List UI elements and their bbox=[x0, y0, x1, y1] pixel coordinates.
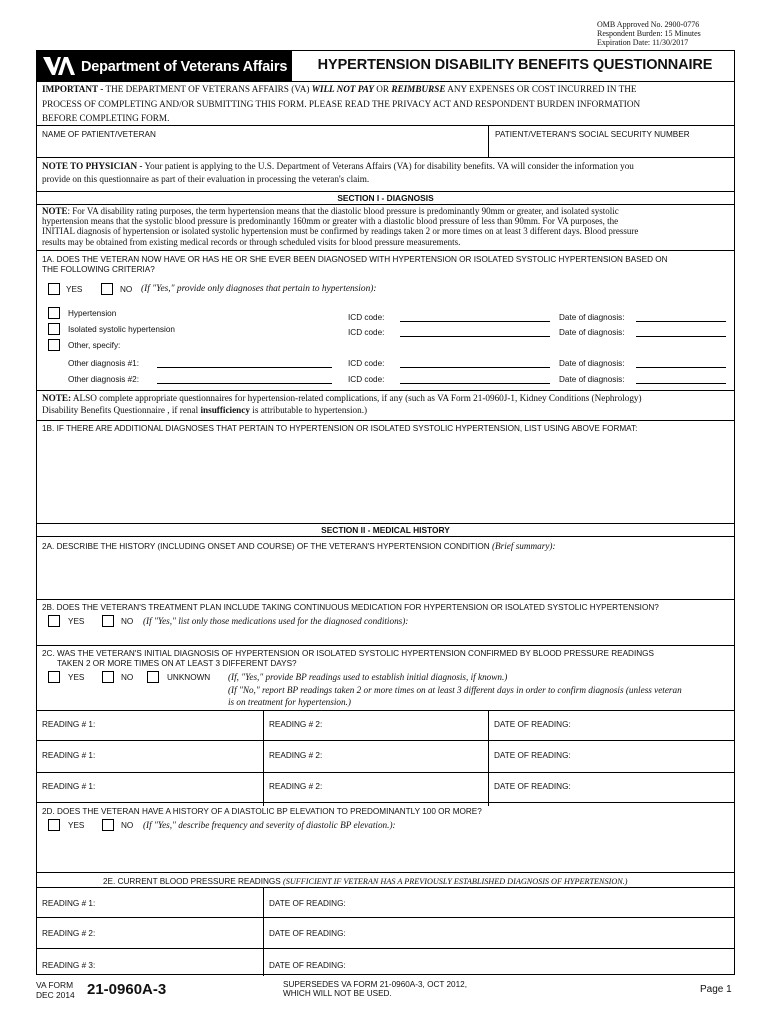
physician-note-lead: NOTE TO PHYSICIAN - bbox=[42, 161, 143, 171]
department-name: Department of Veterans Affairs bbox=[81, 59, 288, 75]
q2e-text: 2E. CURRENT BLOOD PRESSURE READINGS bbox=[103, 877, 281, 886]
icd-code-field-4[interactable] bbox=[400, 383, 550, 384]
date-dx-field-1[interactable] bbox=[636, 321, 726, 322]
q2c-unknown-label: UNKNOWN bbox=[167, 673, 211, 682]
also-line2c: is attributable to hypertension.) bbox=[252, 404, 368, 415]
q2e-date3: DATE OF READING: bbox=[269, 961, 346, 970]
q2c-row2-reading1: READING # 1: bbox=[42, 751, 96, 760]
q2d-label: 2D. DOES THE VETERAN HAVE A HISTORY OF A DIASTOLIC BP ELEVATION TO PREDOMINANTLY 100 OR MORE? bbox=[42, 807, 482, 816]
q2b-no-label: NO bbox=[121, 617, 134, 626]
omb-info bbox=[597, 20, 767, 47]
q2e-date2: DATE OF READING: bbox=[269, 929, 346, 938]
q2d-hint: (If "Yes," describe frequency and severity of diastolic BP elevation.): bbox=[143, 820, 396, 830]
q2a-text: 2A. DESCRIBE THE HISTORY (INCLUDING ONSET AND COURSE) OF THE VETERAN'S HYPERTENSION CONDITION bbox=[42, 542, 490, 551]
icd-code-label-4: ICD code: bbox=[348, 375, 385, 384]
hypertension-checkbox[interactable] bbox=[48, 307, 60, 319]
icd-code-field-2[interactable] bbox=[400, 336, 550, 337]
also-line2a: Disability Benefits Questionnaire , if renal bbox=[42, 404, 199, 415]
important-line3: BEFORE COMPLETING FORM. bbox=[42, 113, 170, 123]
dx-isolated-label: Isolated systolic hypertension bbox=[68, 325, 175, 334]
q2d-no-label: NO bbox=[121, 821, 134, 830]
physician-note-line2: provide on this questionnaire as part of their evaluation in processing the veteran's claim. bbox=[42, 173, 370, 184]
also-lead: NOTE: bbox=[42, 393, 72, 403]
note-line1: : For VA disability rating purposes, the term hypertension means that the diastolic blood pressure is predominantly 90mm or greater, and isolated systolic bbox=[67, 206, 619, 216]
date-dx-label-4: Date of diagnosis: bbox=[559, 375, 625, 384]
supersedes-line1: SUPERSEDES VA FORM 21-0960A-3, OCT 2012, bbox=[283, 980, 467, 989]
q1a-hint: (If "Yes," provide only diagnoses that pertain to hypertension): bbox=[141, 284, 377, 294]
will-not-pay: WILL NOT PAY bbox=[311, 84, 374, 94]
q1a-no-checkbox[interactable] bbox=[101, 283, 113, 295]
isolated-systolic-checkbox[interactable] bbox=[48, 323, 60, 335]
q2c-yes-checkbox[interactable] bbox=[48, 671, 60, 683]
insufficiency: insufficiency bbox=[200, 404, 250, 415]
q2c-row2-reading2: READING # 2: bbox=[269, 751, 323, 760]
q2c-row3-reading1: READING # 1: bbox=[42, 782, 96, 791]
other-dx-2-field[interactable] bbox=[157, 383, 332, 384]
q1a-line1: 1A. DOES THE VETERAN NOW HAVE OR HAS HE OR SHE EVER BEEN DIAGNOSED WITH HYPERTENSION OR ISOLATED SYSTOLIC HYPERTENSION BASED ON bbox=[42, 255, 668, 264]
ssn-field[interactable] bbox=[494, 141, 730, 155]
q2e-hint: (SUFFICIENT IF VETERAN HAS A PREVIOUSLY ESTABLISHED DIAGNOSIS OF HYPERTENSION.) bbox=[283, 877, 628, 886]
q2b-yes-checkbox[interactable] bbox=[48, 615, 60, 627]
q2b-yes-label: YES bbox=[68, 617, 85, 626]
q2d-yes-checkbox[interactable] bbox=[48, 819, 60, 831]
q2c-no-label: NO bbox=[121, 673, 134, 682]
q2c-unknown-checkbox[interactable] bbox=[147, 671, 159, 683]
date-dx-field-2[interactable] bbox=[636, 336, 726, 337]
dx-hypertension-label: Hypertension bbox=[68, 309, 117, 318]
also-line1: ALSO complete appropriate questionnaires for hypertension-related complications, if any (such as VA Form 21-0960J-1, Kidney Conditions (Nephrology) bbox=[72, 393, 642, 403]
important-text2: ANY EXPENSES OR COST INCURRED IN THE bbox=[447, 84, 637, 94]
q2c-no-checkbox[interactable] bbox=[102, 671, 114, 683]
q2b-no-checkbox[interactable] bbox=[102, 615, 114, 627]
omb-number: OMB Approved No. 2900-0776 bbox=[597, 20, 700, 29]
important-notice bbox=[42, 84, 732, 125]
va-seal-icon bbox=[41, 54, 77, 78]
icd-code-label-3: ICD code: bbox=[348, 359, 385, 368]
q2c-line2: TAKEN 2 OR MORE TIMES ON AT LEAST 3 DIFFERENT DAYS? bbox=[57, 659, 297, 668]
important-line2: PROCESS OF COMPLETING AND/OR SUBMITTING THIS FORM. PLEASE READ THE PRIVACY ACT AND RESPONDENT BURDEN INFORMATION bbox=[42, 98, 641, 109]
date-dx-label-1: Date of diagnosis: bbox=[559, 313, 625, 322]
q2c-row3-date: DATE OF READING: bbox=[494, 782, 571, 791]
q2e-reading2: READING # 2: bbox=[42, 929, 96, 938]
section-2-title: SECTION II - MEDICAL HISTORY bbox=[321, 525, 450, 535]
q2b-hint: (If "Yes," list only those medications used for the diagnosed conditions): bbox=[143, 616, 409, 626]
q1a-line2: THE FOLLOWING CRITERIA? bbox=[42, 265, 155, 274]
respondent-burden: Respondent Burden: 15 Minutes bbox=[597, 29, 701, 38]
form-date: DEC 2014 bbox=[36, 990, 75, 1000]
va-brand bbox=[37, 51, 292, 82]
form-title: HYPERTENSION DISABILITY BENEFITS QUESTIONNAIRE bbox=[317, 57, 713, 73]
section-1-note bbox=[42, 206, 732, 247]
other-dx-1-field[interactable] bbox=[157, 367, 332, 368]
form-number: 21-0960A-3 bbox=[87, 981, 167, 998]
q2c-row1-date: DATE OF READING: bbox=[494, 720, 571, 729]
q2c-hint2: (If "No," report BP readings taken 2 or more times on at least 3 different days in order to confirm diagnosis (unless veteran bbox=[228, 685, 682, 695]
ssn-label: PATIENT/VETERAN'S SOCIAL SECURITY NUMBER bbox=[495, 130, 690, 139]
other-dx-2-label: Other diagnosis #2: bbox=[68, 375, 140, 384]
other-dx-checkbox[interactable] bbox=[48, 339, 60, 351]
q2d-no-checkbox[interactable] bbox=[102, 819, 114, 831]
icd-code-field-3[interactable] bbox=[400, 367, 550, 368]
q1a-yes-label: YES bbox=[66, 285, 83, 294]
q2c-row2-date: DATE OF READING: bbox=[494, 751, 571, 760]
q2d-yes-label: YES bbox=[68, 821, 85, 830]
complications-note bbox=[42, 393, 732, 416]
va-form-label: VA FORM bbox=[36, 980, 74, 990]
q1b-field[interactable] bbox=[41, 435, 731, 521]
dx-other-label: Other, specify: bbox=[68, 341, 121, 350]
date-dx-label-2: Date of diagnosis: bbox=[559, 328, 625, 337]
patient-name-field[interactable] bbox=[42, 141, 482, 155]
q1b-label: 1B. IF THERE ARE ADDITIONAL DIAGNOSES THAT PERTAIN TO HYPERTENSION OR ISOLATED SYSTOLIC HYPERTENSION, LIST USING ABOVE FORMAT: bbox=[42, 424, 638, 433]
expiration-date: Expiration Date: 11/30/2017 bbox=[597, 38, 689, 47]
page-number: Page 1 bbox=[700, 984, 732, 995]
other-dx-1-label: Other diagnosis #1: bbox=[68, 359, 140, 368]
date-dx-label-3: Date of diagnosis: bbox=[559, 359, 625, 368]
important-or: OR bbox=[376, 84, 390, 94]
q2a-label bbox=[42, 541, 556, 551]
q2c-line1: 2C. WAS THE VETERAN'S INITIAL DIAGNOSIS OF HYPERTENSION OR ISOLATED SYSTOLIC HYPERTENSION CONFIRMED BY BLOOD PRESSURE READINGS bbox=[42, 649, 654, 658]
q2c-row1-reading2: READING # 2: bbox=[269, 720, 323, 729]
q2c-yes-label: YES bbox=[68, 673, 85, 682]
icd-code-label-1: ICD code: bbox=[348, 313, 385, 322]
note-line3: INITIAL diagnosis of hypertension or isolated systolic hypertension must be confirmed by readings taken 2 or more times on at least 3 different days. Blood pressure bbox=[42, 226, 639, 237]
section-1-title: SECTION I - DIAGNOSIS bbox=[337, 193, 434, 203]
q2c-row1-reading1: READING # 1: bbox=[42, 720, 96, 729]
q2e-date1: DATE OF READING: bbox=[269, 899, 346, 908]
reimburse: REIMBURSE bbox=[391, 84, 446, 94]
icd-code-field-1[interactable] bbox=[400, 321, 550, 322]
q1a-no-label: NO bbox=[120, 285, 133, 294]
date-dx-field-3[interactable] bbox=[636, 367, 726, 368]
note-line4: results may be obtained from existing medical records or through scheduled visits for blood pressure measurements. bbox=[42, 236, 461, 247]
q1a-yes-checkbox[interactable] bbox=[48, 283, 60, 295]
form-footer bbox=[36, 977, 735, 1007]
q2c-hint1: (If, "Yes," provide BP readings used to establish initial diagnosis, if known.) bbox=[228, 672, 508, 682]
form-header bbox=[37, 51, 734, 82]
q2c-hint3: is on treatment for hypertension.) bbox=[228, 697, 351, 707]
physician-note-line1: Your patient is applying to the U.S. Department of Veterans Affairs (VA) for disability benefits. VA will consider the information you bbox=[144, 161, 634, 171]
important-lead: IMPORTANT - bbox=[42, 84, 104, 94]
q2a-field[interactable] bbox=[41, 553, 731, 597]
q2e-reading3: READING # 3: bbox=[42, 961, 96, 970]
important-text1: THE DEPARTMENT OF VETERANS AFFAIRS (VA) bbox=[105, 84, 310, 94]
q2e-reading1: READING # 1: bbox=[42, 899, 96, 908]
note-lead: NOTE bbox=[42, 206, 68, 216]
date-dx-field-4[interactable] bbox=[636, 383, 726, 384]
questionnaire-form bbox=[36, 50, 735, 975]
note-line2: hypertension means that the systolic blood pressure is predominantly 160mm or greater with a diastolic blood pressure of less than 90mm. For VA purposes, the bbox=[42, 216, 619, 227]
physician-note bbox=[42, 161, 732, 185]
q2e-label bbox=[103, 877, 627, 886]
q2c-row3-reading2: READING # 2: bbox=[269, 782, 323, 791]
q2a-hint: (Brief summary): bbox=[492, 541, 556, 551]
icd-code-label-2: ICD code: bbox=[348, 328, 385, 337]
patient-name-label: NAME OF PATIENT/VETERAN bbox=[42, 130, 156, 139]
q2b-label: 2B. DOES THE VETERAN'S TREATMENT PLAN INCLUDE TAKING CONTINUOUS MEDICATION FOR HYPERTENSION OR ISOLATED SYSTOLIC HYPERTENSION? bbox=[42, 603, 659, 612]
supersedes-line2: WHICH WILL NOT BE USED. bbox=[283, 989, 392, 998]
